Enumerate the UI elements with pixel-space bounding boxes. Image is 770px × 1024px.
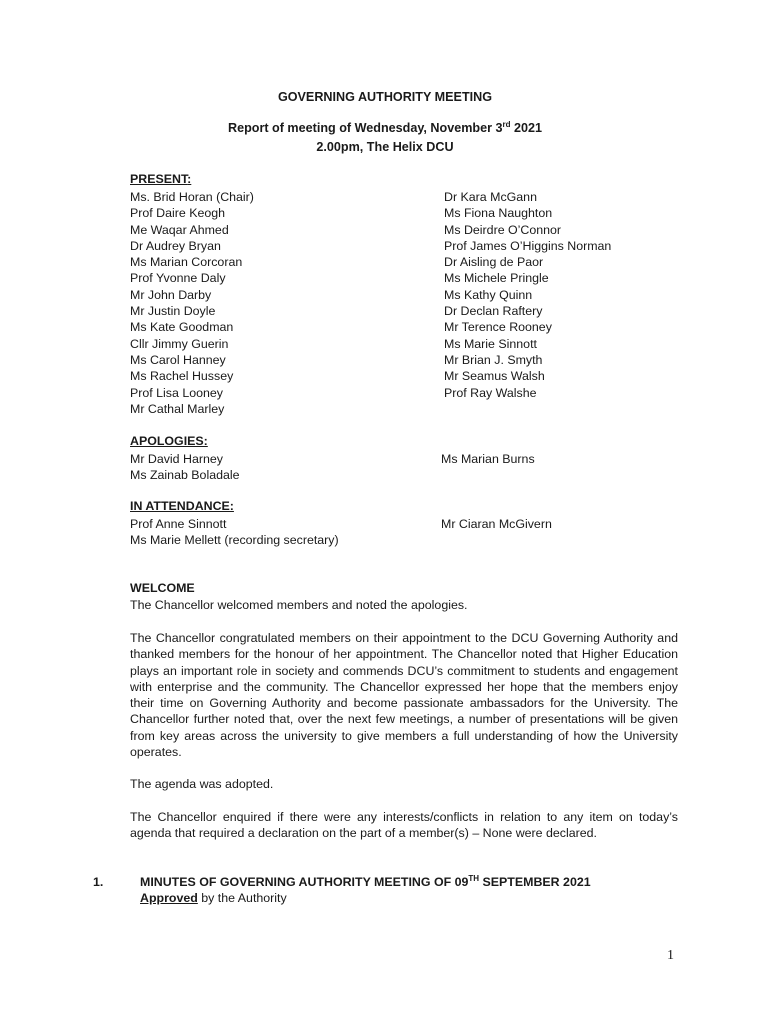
present-member: Prof Daire Keogh [130,206,226,221]
present-member: Prof Lisa Looney [130,385,223,400]
attendance-left-list [130,516,339,549]
present-member: Ms Deirdre O’Connor [444,222,562,237]
apologies-heading: APOLOGIES: [130,434,208,448]
report-date-line [0,121,770,135]
present-member: Dr Aisling de Paor [444,255,544,270]
attendance-heading: IN ATTENDANCE: [130,499,234,513]
attendance-right-list [441,516,552,532]
welcome-paragraph-1: The Chancellor welcomed members and noted the apologies. [130,598,468,612]
apology-member: Ms Marian Burns [441,452,535,466]
welcome-paragraph-3: The agenda was adopted. [130,777,274,791]
present-member: Ms Kate Goodman [130,320,234,335]
item-1-heading-superscript: TH [468,873,480,883]
present-heading-text: PRESENT [130,172,188,186]
present-heading [130,172,191,186]
present-member: Ms Fiona Naughton [444,206,553,221]
present-member: Me Waqar Ahmed [130,222,229,237]
welcome-heading: WELCOME [130,581,195,595]
page-title: GOVERNING AUTHORITY MEETING [277,90,493,104]
apology-member: Ms Zainab Boladale [130,468,240,483]
item-1-heading-suffix: SEPTEMBER 2021 [479,875,591,889]
present-member: Ms Rachel Hussey [130,369,234,384]
present-member: Mr Brian J. Smyth [444,352,543,367]
present-member: Prof James O’Higgins Norman [444,238,612,253]
present-member: Prof Ray Walshe [444,385,537,400]
present-member: Mr Seamus Walsh [444,369,545,384]
present-member: Ms Carol Hanney [130,352,226,367]
item-1-body [140,891,287,905]
present-member: Ms. Brid Horan (Chair) [130,190,254,204]
welcome-paragraph-4: The Chancellor enquired if there were any interests/conflicts in relation to any item on today’s agenda that required a declaration on the part of a member(s) – None were declared. [130,810,678,841]
present-member: Dr Kara McGann [444,190,537,204]
present-member: Ms Marie Sinnott [444,336,537,351]
report-date-superscript: rd [502,119,511,129]
attendee: Mr Ciaran McGivern [441,517,552,531]
present-member: Mr Terence Rooney [444,320,552,335]
item-1-body-suffix: by the Authority [197,891,287,905]
approved-label: Approved [140,891,198,905]
present-member: Mr John Darby [130,287,212,302]
present-member: Mr Justin Doyle [130,304,216,319]
welcome-paragraph-2: The Chancellor congratulated members on their appointment to the DCU Governing Authority and thanked members for the honour of her appointment. The Chancellor noted that Higher Education plays an important role in society and commends DCU’s commitment to students and engagement with enterprise and the community. The Chancellor expressed her hope that the members enjoy their time on Governing Authority and become passionate ambassadors for the University. The Chancellor further noted that, over the next few meetings, a number of presentations will be given from key areas across the university to give members a full understanding of how the University operates. [130,631,678,760]
present-member: Dr Declan Raftery [444,304,543,319]
page-number: 1 [667,948,674,963]
apologies-right-list [441,451,535,467]
present-member: Ms Michele Pringle [444,271,549,286]
present-member: Ms Marian Corcoran [130,255,243,270]
present-member: Cllr Jimmy Guerin [130,336,229,351]
report-date-prefix: Report of meeting of Wednesday, November 3 [227,121,503,135]
present-right-list [444,189,611,401]
present-left-list [130,189,254,417]
present-member: Prof Yvonne Daly [130,271,226,286]
present-member: Mr Cathal Marley [130,401,225,416]
present-heading-colon: : [187,172,192,186]
report-date-suffix: 2021 [510,121,543,135]
present-member: Dr Audrey Bryan [130,238,221,253]
apologies-left-list [130,451,240,484]
attendee: Ms Marie Mellett (recording secretary) [130,533,339,548]
apology-member: Mr David Harney [130,452,223,466]
time-location-line: 2.00pm, The Helix DCU [316,140,454,154]
present-member: Ms Kathy Quinn [444,287,533,302]
attendee: Prof Anne Sinnott [130,517,227,531]
item-1-heading-prefix: MINUTES OF GOVERNING AUTHORITY MEETING OF 09 [140,875,469,889]
item-1-number: 1. [93,875,104,889]
item-1-heading [140,875,591,889]
